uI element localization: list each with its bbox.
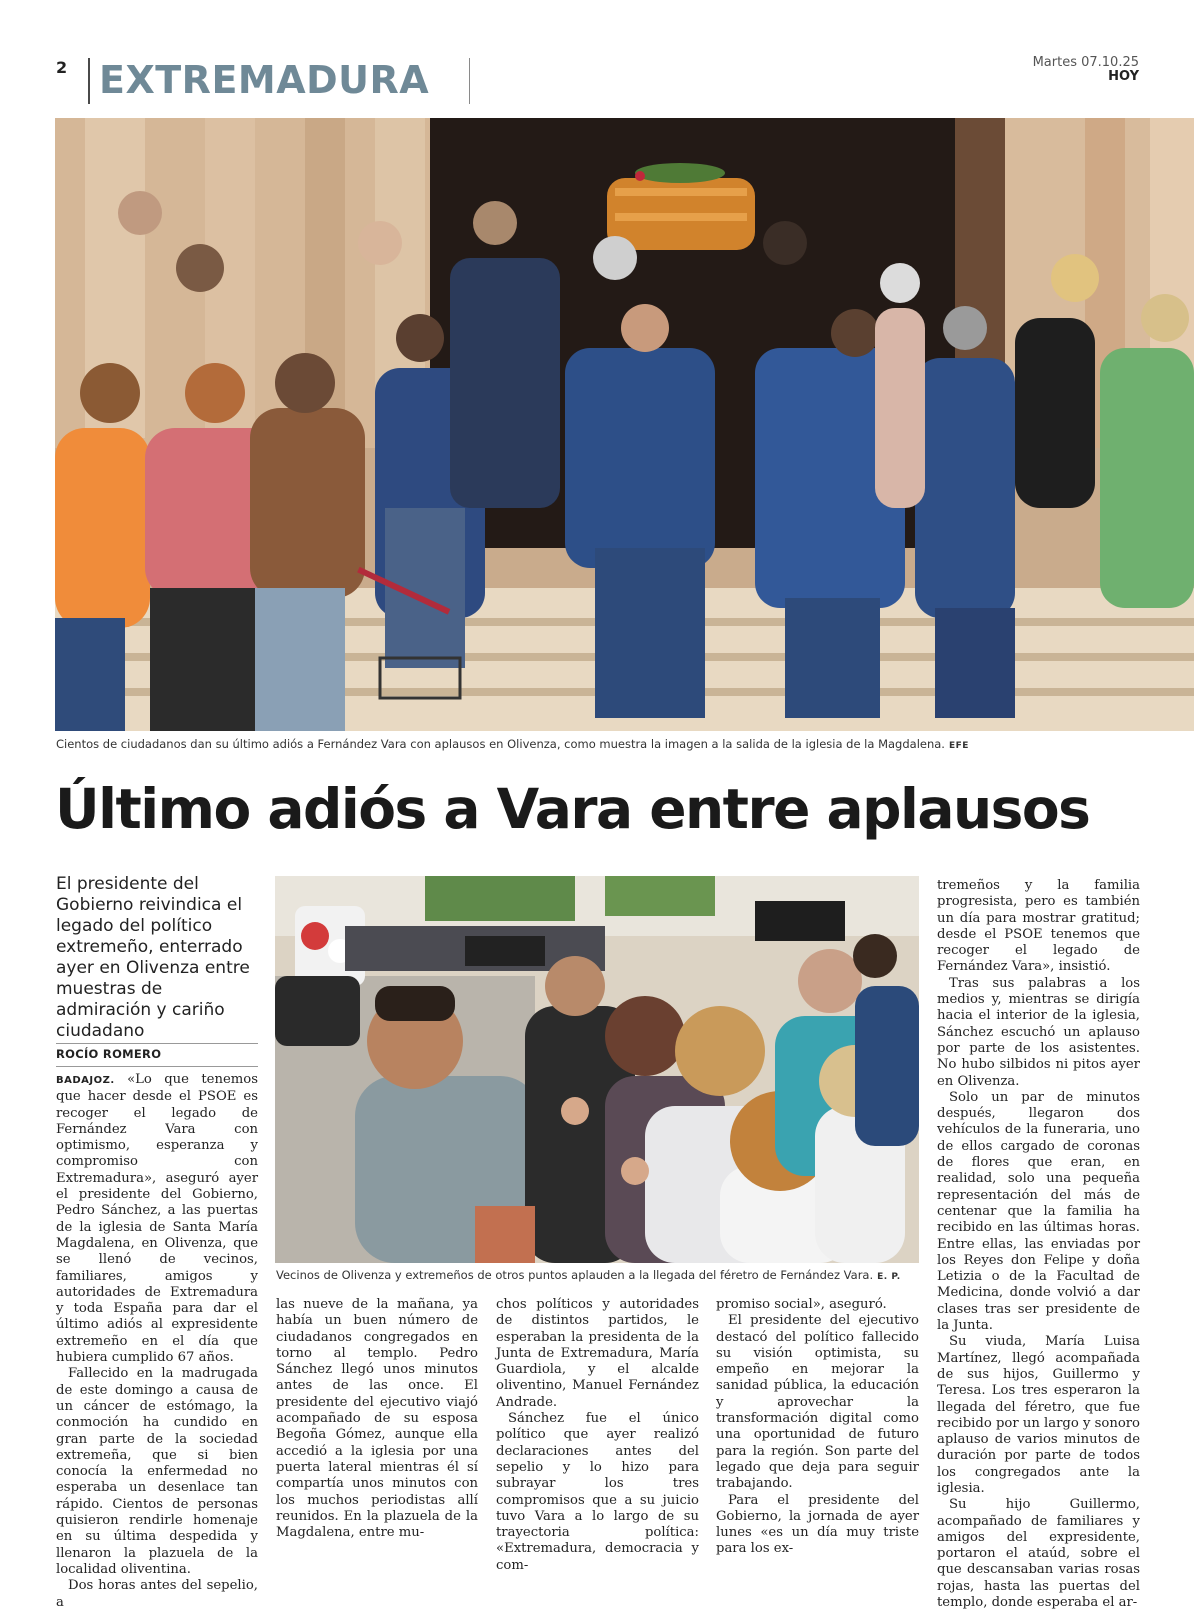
article-column-5	[937, 878, 1140, 1611]
article-paragraph: Para el presidente del Gobierno, la jornada de ayer lunes «es un día muy triste para los ex-	[716, 1492, 919, 1557]
main-photo-caption	[56, 737, 1196, 751]
article-paragraph: Sánchez fue el único político que ayer realizó declaraciones antes del sepelio y lo hizo para subrayar los tres compromisos que a su juicio tuvo Vara a lo largo de su trayectoria política: «Extremadura, democracia y com-	[496, 1411, 699, 1573]
byline: ROCÍO ROMERO	[56, 1047, 162, 1061]
byline-rule	[56, 1043, 258, 1044]
header-divider	[469, 58, 470, 104]
main-photo-credit: EFE	[948, 741, 969, 751]
second-photo[interactable]	[275, 876, 919, 1263]
second-photo-caption	[276, 1268, 936, 1282]
article-headline: Último adiós a Vara entre aplausos	[55, 777, 1090, 841]
article-paragraph: las nueve de la mañana, ya había un buen número de ciudadanos congregados en torno al templo. Pedro Sánchez llegó unos minutos antes de las once. El presidente del ejecutivo viajó acompañado de su esposa Begoña Gómez, aunque ella accedió a la iglesia por una puerta lateral mientras él sí compartía unos minutos con los muchos periodistas allí reunidos. En la plazuela de la Magdalena, entre mu-	[276, 1297, 478, 1541]
article-column-3	[496, 1297, 699, 1574]
section-title: EXTREMADURA	[99, 58, 430, 102]
article-paragraph: tremeños y la familia progresista, pero es también un día para mostrar gratitud; desde el PSOE tenemos que recoger el legado de Fernández Vara», insistió.	[937, 878, 1140, 975]
article-paragraph: Tras sus palabras a los medios y, mientras se dirigía hacia el interior de la iglesia, Sánchez escuchó un aplauso por parte de los asistentes. No hubo silbidos ni pitos ayer en Olivenza.	[937, 975, 1140, 1089]
article-paragraph: Su hijo Guillermo, acompañado de familiares y amigos del expresidente, portaron el ataúd, sobre el que descansaban varias rosas rojas, hasta las puertas del templo, donde esperaba el ar-	[937, 1497, 1140, 1611]
article-subtitle: El presidente del Gobierno reivindica el legado del político extremeño, enterrado ayer en Olivenza entre muestras de admiración y cariño ciudadano	[56, 874, 250, 1041]
funeral-procession-image	[55, 118, 1194, 731]
page-number: 2	[56, 58, 68, 77]
main-photo-caption-text: Cientos de ciudadanos dan su último adiós a Fernández Vara con aplausos en Olivenza, como muestra la imagen a la salida de la iglesia de la Magdalena.	[56, 737, 945, 751]
crowd-applause-image	[275, 876, 919, 1263]
article-paragraph: Dos horas antes del sepelio, a	[56, 1578, 258, 1610]
article-paragraph: chos políticos y autoridades de distintos partidos, le esperaban la presidenta de la Junta de Extremadura, María Guardiola, y el alcalde oliventino, Manuel Fernández Andrade.	[496, 1297, 699, 1410]
header-divider	[88, 58, 90, 104]
article-column-1	[56, 1072, 258, 1611]
article-paragraph: promiso social», aseguró.	[716, 1297, 887, 1312]
main-photo[interactable]	[55, 118, 1194, 731]
article-paragraph: BADAJOZ. «Lo que tenemos que hacer desde el PSOE es recoger el legado de Fernández Vara con optimismo, esperanza y compromiso con Extremadura», aseguró ayer el presidente del Gobierno, Pedro Sánchez, a las puertas de la iglesia de Santa María Magdalena, en Olivenza, que se llenó de vecinos, familiares, amigos y autoridades de Extremadura y toda España para dar el último adiós al expresidente extremeño en el día que hubiera cumplido 67 años.	[56, 1072, 258, 1366]
article-column-2	[276, 1297, 478, 1541]
issue-date-block	[1033, 56, 1139, 84]
article-paragraph: Fallecido en la madrugada de este domingo a causa de un cáncer de estómago, la conmoción ha cundido en gran parte de la sociedad extremeña, que si bien conocía la enfermedad no esperaba un desenlace tan rápido. Cientos de personas quisieron rendirle homenaje en su última despedida y llenaron la plazuela de la localidad oliventina.	[56, 1366, 258, 1577]
second-photo-caption-text: Vecinos de Olivenza y extremeños de otros puntos aplauden a la llegada del féretro de Fernández Vara.	[276, 1268, 874, 1282]
article-paragraph: Su viuda, María Luisa Martínez, llegó acompañada de sus hijos, Guillermo y Teresa. Los tres esperaron la llegada del féretro, que fue recibido por un largo y sonoro aplauso de varios minutos de duración por parte de todos los congregados ante la iglesia.	[937, 1334, 1140, 1496]
issue-date: Martes 07.10.25	[1032, 55, 1139, 70]
article-column-4	[716, 1297, 919, 1558]
article-paragraph: Solo un par de minutos después, llegaron dos vehículos de la funeraria, uno de ellos cargado de coronas de flores que eran, en realidad, solo una pequeña representación del más de centenar que la familia ha recibido en las últimas horas. Entre ellas, las enviadas por los Reyes don Felipe y doña Letizia o de la Facultad de Medicina, donde volvió a dar clases tras ser presidente de la Junta.	[937, 1089, 1140, 1334]
dateline: BADAJOZ.	[56, 1075, 115, 1086]
second-photo-credit: E. P.	[877, 1272, 901, 1282]
byline-rule	[56, 1066, 258, 1067]
article-paragraph: El presidente del ejecutivo destacó del político fallecido su visión optimista, su empeño en mejorar la sanidad pública, la educación y aprovechar la transformación digital como una oportunidad de futuro para la región. Son parte del legado que deja para seguir trabajando.	[716, 1313, 919, 1492]
newspaper-brand: HOY	[1108, 69, 1139, 84]
